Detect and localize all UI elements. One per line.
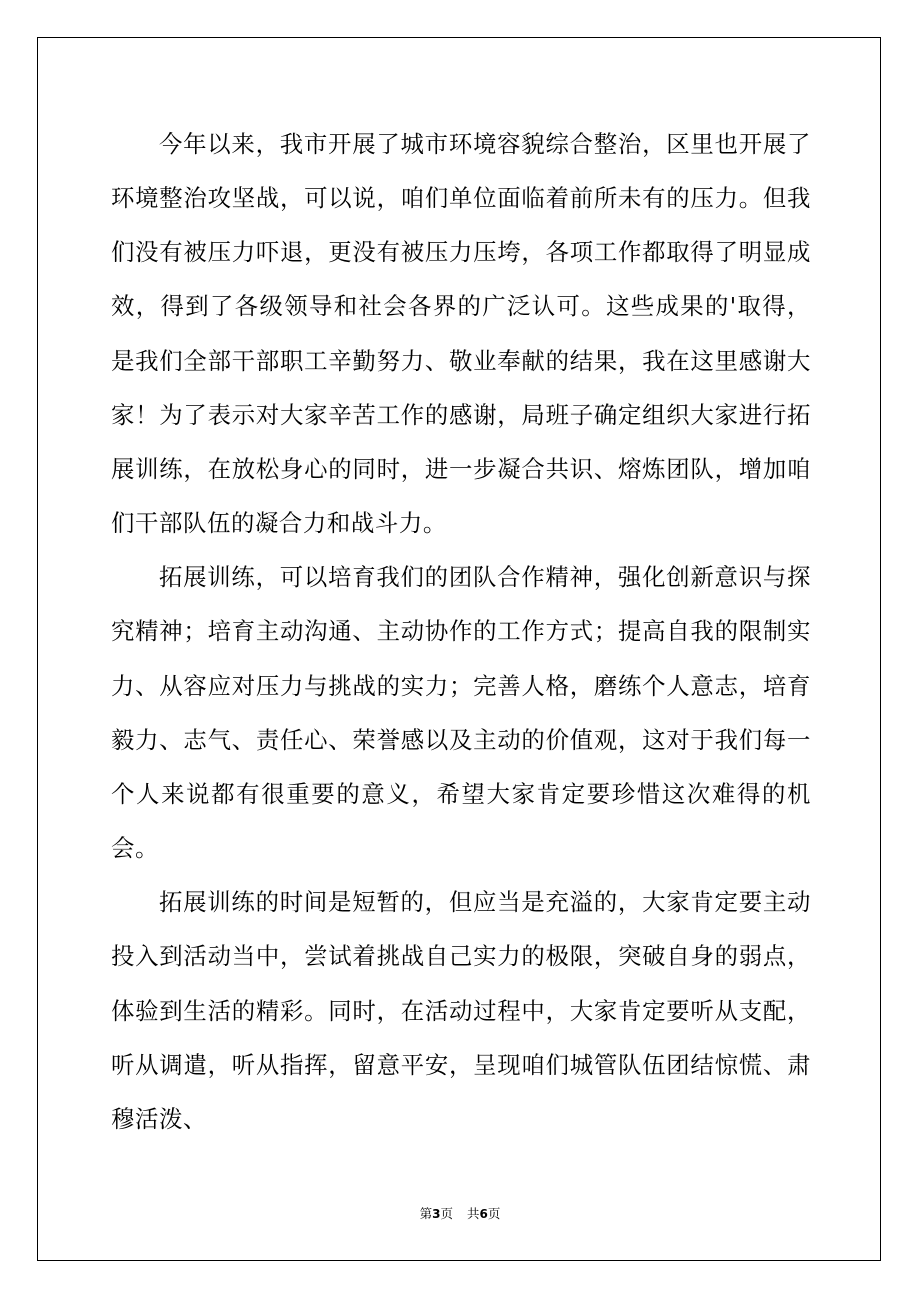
page-label-suffix: 页 <box>440 1206 453 1221</box>
paragraph-1: 今年以来，我市开展了城市环境容貌综合整治，区里也开展了环境整治攻坚战，可以说，咱们单位面临着前所未有的压力。但我们没有被压力吓退，更没有被压力压垮，各项工作都取得了明显成效，得到了各级领导和社会各界的广泛认可。这些成果的'取得，是我们全部干部职工辛勤努力、敬业奉献的结果，我在这里感谢大家！为了表示对大家辛苦工作的感谢，局班子确定组织大家进行拓展训练，在放松身心的同时，进一步凝合共识、熔炼团队，增加咱们干部队伍的凝合力和战斗力。 <box>111 130 811 538</box>
total-page-count: 6 <box>479 1207 488 1221</box>
paragraph-3: 拓展训练的时间是短暂的，但应当是充溢的，大家肯定要主动投入到活动当中，尝试着挑战自己实力的极限，突破自身的弱点，体验到生活的精彩。同时，在活动过程中，大家肯定要听从支配，听从调遣，听从指挥，留意平安，呈现咱们城管队伍团结惊慌、肃穆活泼、 <box>111 888 811 1133</box>
total-label-suffix: 页 <box>487 1206 501 1221</box>
paragraph-2: 拓展训练，可以培育我们的团队合作精神，强化创新意识与探究精神；培育主动沟通、主动协作的工作方式；提高自我的限制实力、从容应对压力与挑战的实力；完善人格，磨练个人意志，培育毅力、志气、责任心、荣誉感以及主动的价值观，这对于我们每一个人来说都有很重要的意义，希望大家肯定要珍惜这次难得的机会。 <box>111 563 811 863</box>
document-body <box>111 117 811 1146</box>
current-page-number: 3 <box>432 1207 441 1221</box>
page-label-prefix: 第 <box>419 1206 433 1221</box>
page-footer <box>0 1206 920 1222</box>
total-label-prefix: 共 <box>467 1206 480 1221</box>
